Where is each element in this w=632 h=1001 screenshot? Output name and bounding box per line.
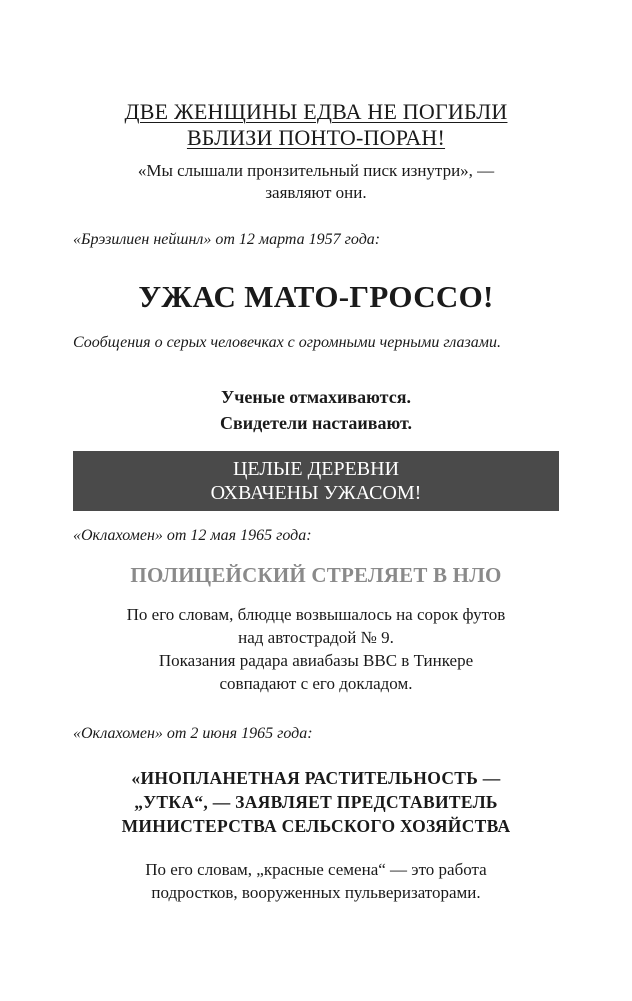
- banner-villages-terror: [73, 451, 559, 511]
- quote-piercing-squeal: [72, 160, 560, 204]
- paragraph-line: Показания радара авиабазы ВВС в Тинкере: [158, 651, 474, 670]
- quote-line: «Мы слышали пронзительный писк изнутри», —: [137, 161, 495, 180]
- paragraph-line: По его словам, блюдце возвышалось на сорок футов: [126, 605, 506, 624]
- bold-line: Ученые отмахиваются.: [221, 387, 411, 407]
- headline-alien-vegetation: [72, 766, 560, 838]
- paragraph-red-seeds: [72, 858, 560, 904]
- paragraph-line: над автострадой № 9.: [238, 628, 394, 647]
- paragraph-line: совпадают с его докладом.: [219, 674, 413, 693]
- source-oklahoman-june: «Оклахомен» от 2 июня 1965 года:: [73, 725, 313, 742]
- headline-line: ВБЛИЗИ ПОНТО-ПОРАН!: [186, 125, 446, 150]
- source-brazilian-national: «Брэзилиен нейшнл» от 12 марта 1957 года:: [73, 231, 381, 248]
- bold-line: Свидетели настаивают.: [219, 413, 412, 433]
- paragraph-line: По его словам, „красные семена“ — это работа: [145, 860, 487, 879]
- banner-line: ЦЕЛЫЕ ДЕРЕВНИ: [232, 458, 400, 480]
- headline-police-shoots-ufo: ПОЛИЦЕЙСКИЙ СТРЕЛЯЕТ В НЛО: [130, 563, 502, 587]
- banner-line: ОХВАЧЕНЫ УЖАСОМ!: [210, 482, 422, 504]
- headline-line: „УТКА“, — ЗАЯВЛЯЕТ ПРЕДСТАВИТЕЛЬ: [134, 792, 498, 812]
- headline-mato-grosso: УЖАС МАТО-ГРОССО!: [138, 279, 494, 314]
- scientists-witnesses-lines: [72, 384, 560, 436]
- headline-line: МИНИСТЕРСТВА СЕЛЬСКОГО ХОЗЯЙСТВА: [121, 816, 511, 836]
- paragraph-line: подростков, вооруженных пульверизаторами.: [151, 883, 481, 902]
- headline-women-nearly-died: [72, 99, 560, 151]
- headline-line: «ИНОПЛАНЕТНАЯ РАСТИТЕЛЬНОСТЬ —: [131, 768, 501, 788]
- paragraph-saucer-radar: [72, 603, 560, 695]
- italic-paragraph-gray-men: Сообщения о серых человечках с огромными черными глазами.: [73, 334, 501, 351]
- source-oklahoman-may: «Оклахомен» от 12 мая 1965 года:: [73, 527, 312, 544]
- headline-line: ДВЕ ЖЕНЩИНЫ ЕДВА НЕ ПОГИБЛИ: [124, 99, 508, 124]
- quote-line: заявляют они.: [265, 183, 367, 202]
